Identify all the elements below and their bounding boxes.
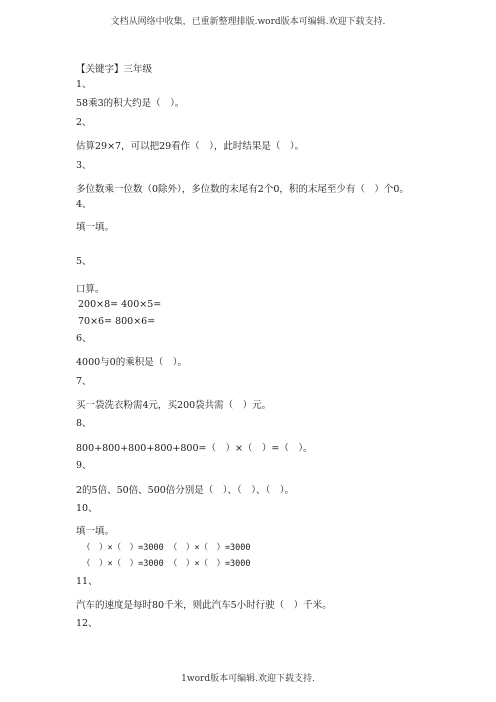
item-10-text: 填一填。	[76, 526, 115, 537]
item-1-text: 58乘3的积大约是（ ）。	[76, 98, 185, 109]
item-4-number: 4、	[76, 199, 92, 210]
item-3-number: 3、	[76, 160, 92, 171]
item-10-number: 10、	[76, 503, 98, 514]
item-9-text: 2的5倍、50倍、500倍分别是（ ）、（ ）、（ ）。	[76, 485, 295, 496]
page-header: 文档从网络中收集，已重新整理排版.word版本可编辑.欢迎下载支持.	[110, 17, 386, 27]
item-5-text: 口算。	[76, 284, 105, 295]
item-5-number: 5、	[76, 256, 92, 267]
item-8-text: 800+800+800+800+800=（ ）×（ ）=（ ）。	[76, 443, 313, 454]
item-10-line-1: （ ）×（ ）=3000 （ ）×（ ）=3000	[82, 543, 251, 553]
item-7-text: 买一袋洗衣粉需4元，买200袋共需（ ）元。	[76, 400, 272, 411]
item-6-text: 4000与0的乘积是（ ）。	[76, 357, 187, 368]
item-10-line-2: （ ）×（ ）=3000 （ ）×（ ）=3000	[82, 559, 251, 569]
item-2-text: 估算29×7，可以把29看作（ ），此时结果是（ ）。	[76, 141, 305, 152]
item-4-text: 填一填。	[76, 222, 115, 233]
item-7-number: 7、	[76, 376, 92, 387]
keyword-line: 【关键字】三年级	[76, 64, 153, 75]
item-6-number: 6、	[76, 333, 92, 344]
item-12-number: 12、	[76, 618, 98, 629]
item-3-text: 多位数乘一位数（0除外），多位数的末尾有2个0，积的末尾至少有（ ）个0。	[76, 184, 409, 195]
item-11-number: 11、	[76, 576, 98, 587]
item-2-number: 2、	[76, 117, 92, 128]
item-1-number: 1、	[76, 79, 92, 90]
page-footer: 1word版本可编辑.欢迎下载支持.	[181, 674, 315, 684]
item-5-line-2: 70×6= 800×6=	[78, 316, 156, 327]
item-8-number: 8、	[76, 418, 92, 429]
item-5-line-1: 200×8= 400×5=	[78, 299, 162, 310]
item-11-text: 汽车的速度是每时80千米，则此汽车5小时行驶（ ）千米。	[76, 600, 332, 611]
item-9-number: 9、	[76, 460, 92, 471]
